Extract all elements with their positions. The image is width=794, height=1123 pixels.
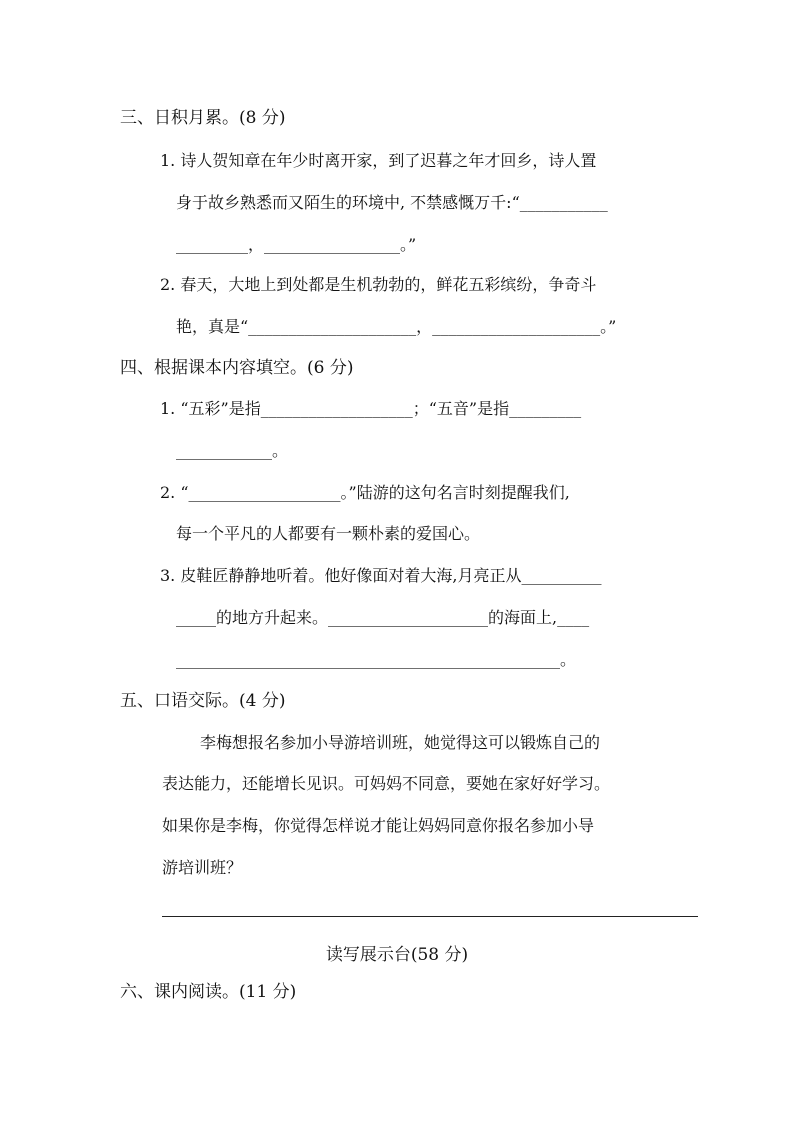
s5-paragraph-line1: 李梅想报名参加小导游培训班，她觉得这可以锻炼自己的 [200, 733, 601, 752]
s3-item2-line2: 艳，真是“_____________________，_____________________。” [176, 317, 617, 336]
s4-item2-line2: 每一个平凡的人都要有一颗朴素的爱国心。 [176, 524, 481, 543]
s4-item3-line1: 3. 皮鞋匠静静地听着。他好像面对着大海,月亮正从__________ [160, 566, 602, 585]
section-4-heading: 四、根据课本内容填空。(6 分) [120, 358, 354, 378]
s5-paragraph-line4: 游培训班？ [162, 858, 243, 877]
s3-item2-line1: 2. 春天，大地上到处都是生机勃勃的，鲜花五彩缤纷，争奇斗 [160, 275, 597, 294]
s4-item3-line3: ________________________________________________。 [176, 650, 577, 669]
section-6-heading: 六、课内阅读。(11 分) [120, 982, 297, 1002]
part-title: 读写展示台(58 分) [325, 945, 469, 965]
s4-item1-line2: ____________。 [176, 441, 289, 460]
section-5-heading: 五、口语交际。(4 分) [120, 691, 286, 711]
s4-item1-line1: 1. “五彩”是指___________________；“五音”是指_________ [160, 399, 582, 418]
s5-paragraph-line2: 表达能力，还能增长见识。可妈妈不同意，要她在家好好学习。 [162, 774, 611, 793]
s4-item2-line1: 2. “___________________。”陆游的这句名言时刻提醒我们, [160, 483, 570, 502]
s3-item1-line2: 身于故乡熟悉而又陌生的环境中, 不禁感慨万千:“___________ [176, 193, 608, 212]
s4-item3-line2: _____的地方升起来。____________________的海面上,____ [176, 608, 590, 627]
divider-line [162, 916, 698, 917]
s3-item1-line3: _________，_________________。” [176, 235, 417, 254]
s5-paragraph-line3: 如果你是李梅，你觉得怎样说才能让妈妈同意你报名参加小导 [162, 816, 595, 835]
s3-item1-line1: 1. 诗人贺知章在年少时离开家，到了迟暮之年才回乡，诗人置 [160, 151, 597, 170]
section-3-heading: 三、日积月累。(8 分) [120, 108, 286, 128]
